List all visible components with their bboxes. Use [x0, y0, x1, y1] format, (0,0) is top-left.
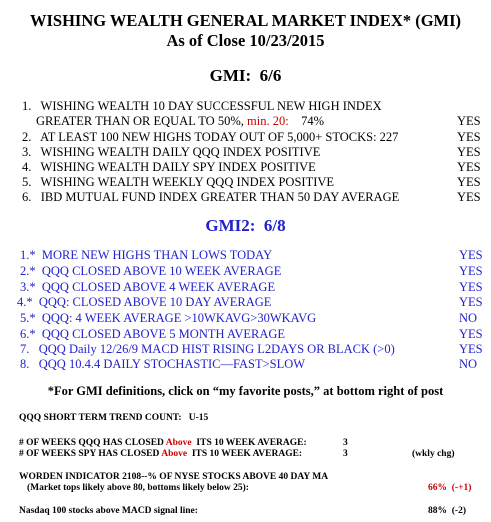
nasdaq-macd-label: Nasdaq 100 stocks above MACD signal line: — [19, 506, 198, 516]
gmi-item — [22, 99, 382, 114]
gmi-item-text: WISHING WEALTH DAILY SPY INDEX POSITIVE — [40, 160, 316, 174]
gmi2-item-text: QQQ: 4 WEEK AVERAGE >10WKAVG>30WKAVG — [41, 311, 317, 325]
trend-count-label: QQQ SHORT TERM TREND COUNT: — [19, 413, 182, 423]
gmi2-item-text: QQQ Daily 12/26/9 MACD HIST RISING L2DAYS OR BLACK (>0) — [38, 342, 395, 356]
spy-weeks-label: # OF WEEKS SPY HAS CLOSED — [19, 449, 160, 459]
gmi-item-result: YES — [457, 130, 481, 144]
gmi2-item — [20, 311, 316, 326]
gmi-item-result: YES — [457, 175, 481, 189]
gmi2-score: 6/8 — [263, 216, 286, 235]
gmi2-item-result: YES — [459, 264, 483, 278]
gmi-item-cont-text: GREATER THAN OR EQUAL TO 50%, — [36, 114, 244, 128]
gmi2-item-num: 3.* — [20, 280, 36, 294]
gmi-item — [22, 160, 316, 175]
gmi2-item-text: QQQ CLOSED ABOVE 5 MONTH AVERAGE — [41, 327, 286, 341]
gmi-item — [22, 175, 334, 190]
gmi-item-text: WISHING WEALTH DAILY QQQ INDEX POSITIVE — [40, 145, 321, 159]
spy-weeks-label-end: ITS 10 WEEK AVERAGE: — [191, 449, 303, 459]
gmi2-item — [20, 264, 281, 279]
gmi2-item-num: 5.* — [20, 311, 36, 325]
spy-weeks-above-word: Above — [161, 449, 188, 459]
gmi2-label: GMI2: — [205, 216, 256, 235]
gmi2-item-num: 7. — [20, 342, 30, 356]
trend-count — [19, 413, 208, 423]
spy-weeks-value: 3 — [343, 449, 348, 459]
gmi2-item-num: 6.* — [20, 327, 36, 341]
nasdaq-chg: (-2) — [451, 506, 466, 516]
qqq-weeks-label: # OF WEEKS QQQ HAS CLOSED — [19, 438, 164, 448]
gmi-label: GMI: — [209, 66, 252, 85]
gmi-item-result: YES — [457, 114, 481, 128]
worden-sublabel: (Market tops likely above 80, bottoms likely below 25): — [27, 483, 249, 493]
gmi2-item — [17, 295, 271, 310]
gmi2-item-text: QQQ 10.4.4 DAILY STOCHASTIC—FAST>SLOW — [38, 357, 306, 371]
gmi-item-text: WISHING WEALTH 10 DAY SUCCESSFUL NEW HIGH INDEX — [40, 99, 382, 113]
gmi2-item-text: QQQ CLOSED ABOVE 4 WEEK AVERAGE — [41, 280, 276, 294]
gmi-item-continuation — [36, 114, 324, 129]
gmi2-item-num: 8. — [20, 357, 30, 371]
gmi2-item — [20, 327, 285, 342]
gmi-item — [22, 145, 320, 160]
spy-weeks-above — [19, 449, 302, 459]
worden-value — [428, 483, 471, 493]
gmi-item-text: WISHING WEALTH WEEKLY QQQ INDEX POSITIVE — [40, 175, 335, 189]
gmi2-item-text: QQQ CLOSED ABOVE 10 WEEK AVERAGE — [41, 264, 282, 278]
gmi2-item-result: YES — [459, 342, 483, 356]
gmi-item — [22, 130, 398, 145]
qqq-weeks-value: 3 — [343, 438, 348, 448]
gmi2-item-num: 1.* — [20, 248, 36, 262]
gmi-item-num: 1. — [22, 99, 32, 113]
gmi2-item-result: YES — [459, 295, 483, 309]
gmi2-item — [20, 342, 395, 357]
gmi2-item-num: 4.* — [17, 295, 33, 309]
nasdaq-macd-value — [428, 506, 466, 516]
trend-count-value: U-15 — [188, 413, 209, 423]
gmi2-item-result: YES — [459, 248, 483, 262]
gmi-item-num: 6. — [22, 190, 32, 204]
gmi-item-result: YES — [457, 145, 481, 159]
gmi2-item-result: NO — [459, 357, 478, 371]
gmi2-item-result: YES — [459, 327, 483, 341]
gmi2-item — [20, 357, 305, 372]
gmi2-item — [20, 248, 272, 263]
gmi-item-result: YES — [457, 160, 481, 174]
gmi2-item-num: 2.* — [20, 264, 36, 278]
gmi-item-num: 4. — [22, 160, 32, 174]
qqq-weeks-label-end: ITS 10 WEEK AVERAGE: — [196, 438, 307, 448]
gmi-score: 6/6 — [259, 66, 282, 85]
qqq-weeks-above-word: Above — [165, 438, 192, 448]
wkly-chg-label: (wkly chg) — [412, 449, 455, 459]
gmi2-item-result: YES — [459, 280, 483, 294]
gmi-item-num: 2. — [22, 130, 32, 144]
gmi-item-result: YES — [457, 190, 481, 204]
gmi-heading — [0, 66, 491, 86]
gmi2-item-text: MORE NEW HIGHS THAN LOWS TODAY — [41, 248, 273, 262]
worden-pct: 66% — [428, 483, 447, 493]
page-title: WISHING WEALTH GENERAL MARKET INDEX* (GMI) — [29, 11, 462, 30]
worden-label: WORDEN INDICATOR 2108--% OF NYSE STOCKS ABOVE 40 DAY MA — [19, 472, 329, 482]
gmi2-heading — [0, 216, 491, 236]
gmi-item-num: 5. — [22, 175, 32, 189]
gmi2-item — [20, 280, 275, 295]
gmi-item-num: 3. — [22, 145, 32, 159]
page-subtitle: As of Close 10/23/2015 — [166, 31, 325, 50]
gmi-item — [22, 190, 399, 205]
gmi-item-text: AT LEAST 100 NEW HIGHS TODAY OUT OF 5,000+ STOCKS: 227 — [40, 130, 399, 144]
gmi-item-min: min. 20: — [247, 114, 289, 128]
qqq-weeks-above — [19, 438, 307, 448]
worden-chg: (-+1) — [451, 483, 472, 493]
nasdaq-pct: 88% — [428, 506, 447, 516]
gmi-item-pct: 74% — [301, 114, 325, 128]
gmi2-item-text: QQQ: CLOSED ABOVE 10 DAY AVERAGE — [38, 295, 272, 309]
gmi2-item-result: NO — [459, 311, 478, 325]
definitions-note: *For GMI definitions, click on “my favorite posts,” at bottom right of post — [47, 384, 444, 398]
gmi-item-text: IBD MUTUAL FUND INDEX GREATER THAN 50 DAY AVERAGE — [40, 190, 400, 204]
